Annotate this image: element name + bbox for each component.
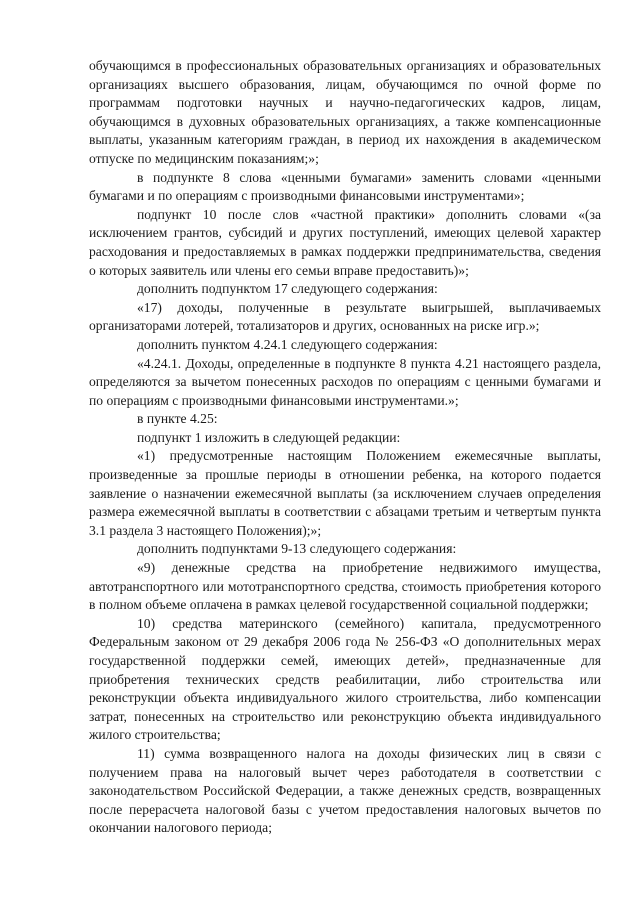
paragraph-subitem-1-heading: подпункт 1 изложить в следующей редакции: xyxy=(137,429,401,445)
paragraph-subitem-8: в подпункте 8 слова «ценными бумагами» заменить словами «ценными бумагами и по операциям с производными финансовыми инструментами»; xyxy=(89,169,601,204)
paragraph-subitem-17-text: «17) доходы, полученные в результате выигрышей, выплачиваемых организаторами лотерей, тотализаторов и других, основанных на риске игр.»; xyxy=(89,299,601,334)
paragraph-add-subitems-9-13: дополнить подпунктами 9-13 следующего содержания: xyxy=(137,541,457,557)
paragraph-subitem-11-text: 11) сумма возвращенного налога на доходы физических лиц в связи с получением права на налоговый вычет через работодателя в соответствии с законодательством Российской Федерации, а также денежных средств, возвращенных после перерасчета налоговой базы с учетом предоставления налоговых вычетов по окончании налогового периода; xyxy=(89,745,601,836)
paragraph-subitem-1-text: «1) предусмотренные настоящим Положением ежемесячные выплаты, произведенные за прошлые периоды в отношении ребенка, на которого подается заявление о назначении ежемесячной выплаты (за исключением случаев определения размера ежемесячной выплаты в соответствии с абзацами третьим и четвертым пункта 3.1 раздела 3 настоящего Положения);»; xyxy=(89,448,601,538)
paragraph-continuation: обучающимся в профессиональных образовательных организациях и образовательных организациях высшего образования, лицам, обучающимся по очной форме по программам подготовки научных и научно-педагогических кадров, лицам, обучающимся в духовных образовательных организациях, а также компенсационные выплаты, указанным категориям граждан, в период их нахождения в академическом отпуске по медицинским показаниям;»; xyxy=(89,58,601,166)
paragraph-item-4-25: в пункте 4.25: xyxy=(137,411,218,427)
paragraph-add-subitem-17: дополнить подпунктом 17 следующего содержания: xyxy=(137,281,438,297)
paragraph-add-item-4-24-1: дополнить пунктом 4.24.1 следующего содержания: xyxy=(137,336,438,352)
paragraph-item-4-24-1-text: «4.24.1. Доходы, определенные в подпункте 8 пункта 4.21 настоящего раздела, определяются за вычетом понесенных расходов по операциям с ценными бумагами и по операциям с производными финансовыми инструментами.»; xyxy=(89,355,601,408)
paragraph-subitem-10-text: 10) средства материнского (семейного) капитала, предусмотренного Федеральным законом от 29 декабря 2006 года № 256-ФЗ «О дополнительных мерах государственной поддержки семей, имеющих детей», предназначенные для приобретения технических средств реабилитации, либо строительства или реконструкции объекта индивидуального жилого строительства, либо компенсации затрат, понесенных на строительство или реконструкцию объекта индивидуального жилого строительства; xyxy=(89,615,601,743)
paragraph-subitem-10: подпункт 10 после слов «частной практики» дополнить словами «(за исключением грантов, субсидий и других поступлений, имеющих целевой характер расходования и предоставляемых в рамках поддержки предпринимательства, сведения о которых заявитель или члены его семьи вправе предоставить)»; xyxy=(89,206,601,278)
document-body xyxy=(89,57,601,838)
paragraph-subitem-9-text: «9) денежные средства на приобретение недвижимого имущества, автотранспортного или мототранспортного средства, стоимость приобретения которого в полном объеме оплачена в рамках целевой государственной социальной поддержки; xyxy=(89,560,601,613)
